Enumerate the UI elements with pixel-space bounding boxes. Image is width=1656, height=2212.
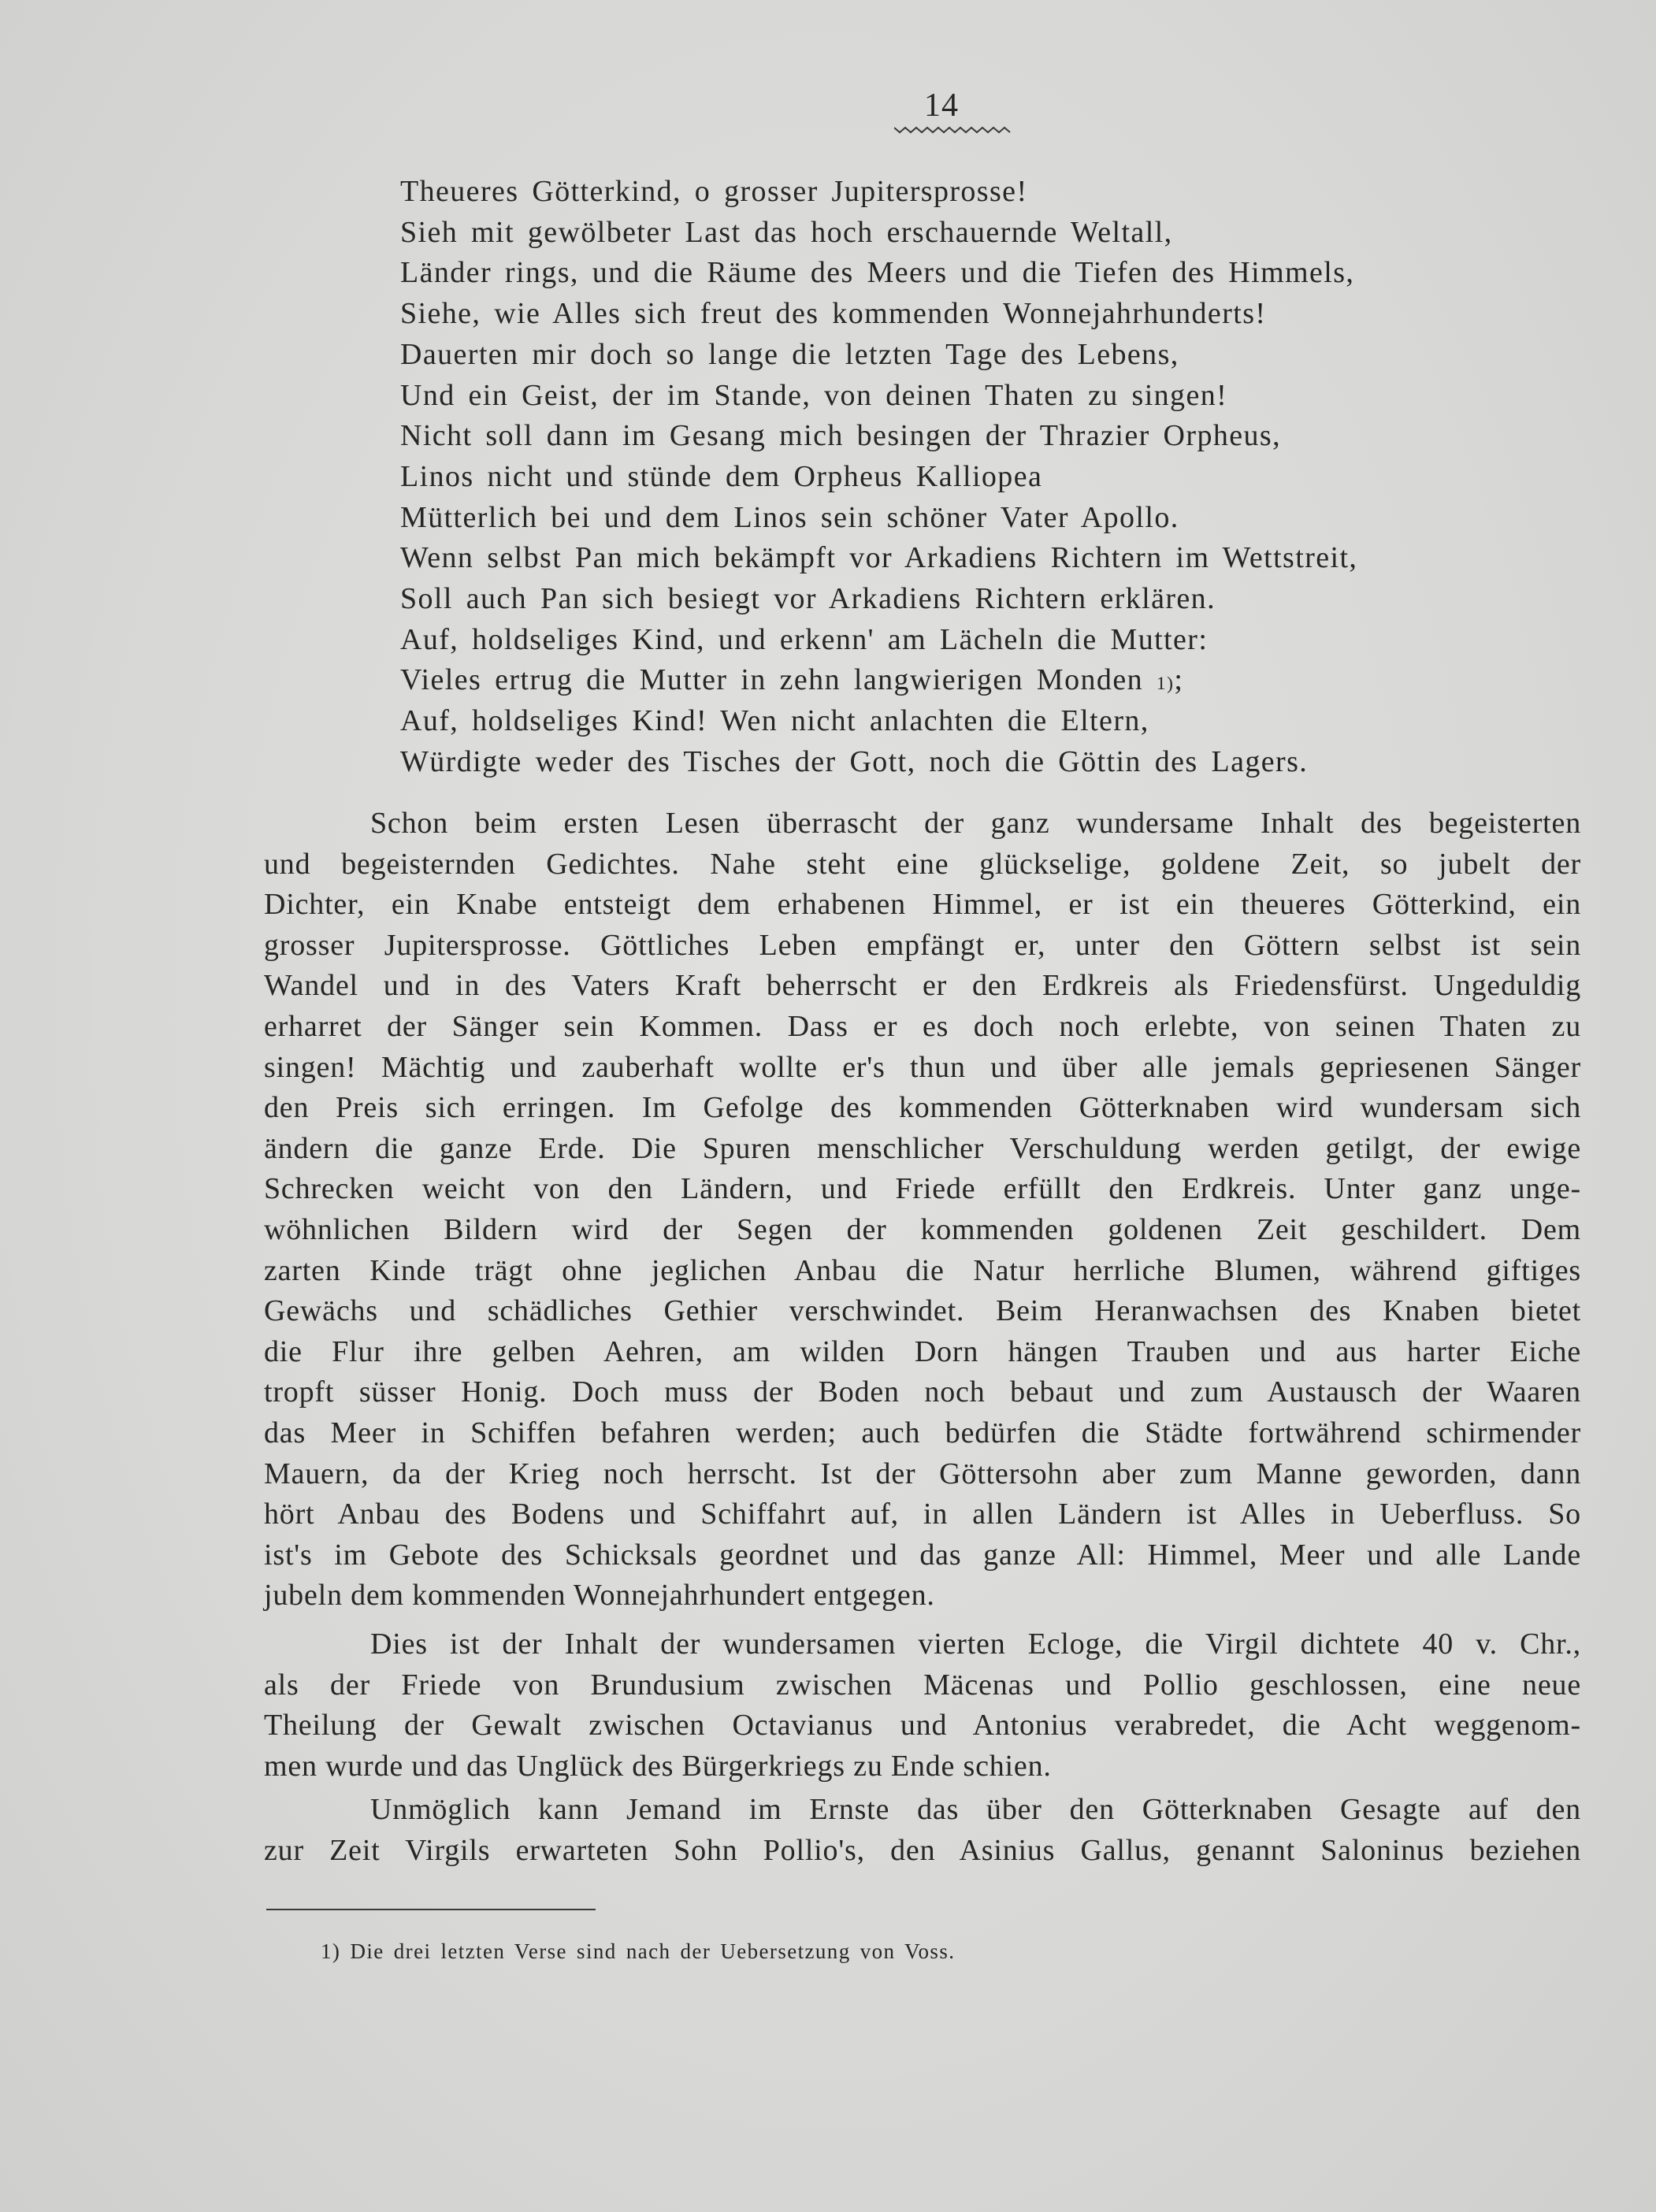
paragraph-line: Wandel und in des Vaters Kraft beherrscht er den Erdkreis als Friedensfürst. Ungeduldig (264, 969, 1581, 1003)
paragraph-line: Dichter, ein Knabe entsteigt dem erhabenen Himmel, er ist ein theueres Götterkind, ein (264, 888, 1581, 922)
verse-line: Theueres Götterkind, o grosser Jupitersprosse! (400, 175, 1028, 208)
paragraph-line: den Preis sich erringen. Im Gefolge des kommenden Götterknaben wird wundersam sich (264, 1091, 1581, 1125)
paragraph-line: zur Zeit Virgils erwarteten Sohn Pollio's, den Asinius Gallus, genannt Saloninus beziehen (264, 1833, 1581, 1867)
paragraph-line: Gewächs und schädliches Gethier verschwindet. Beim Heranwachsen des Knaben bietet (264, 1294, 1581, 1328)
verse-block (400, 172, 1535, 783)
verse-line: Soll auch Pan sich besiegt vor Arkadiens Richtern erklären. (400, 582, 1216, 616)
paragraph-line: zarten Kinde trägt ohne jeglichen Anbau die Natur herrliche Blumen, während giftiges (264, 1253, 1581, 1287)
page-number-ornament (894, 124, 1012, 135)
footnote (321, 1939, 955, 1964)
paragraph-pollio (264, 1790, 1581, 1871)
verse-line: Auf, holdseliges Kind, und erkenn' am Lächeln die Mutter: (400, 622, 1209, 656)
paragraph-line: Schrecken weicht von den Ländern, und Friede erfüllt den Erdkreis. Unter ganz unge- (264, 1172, 1581, 1206)
footnote-reference: 1) (1156, 674, 1175, 695)
verse-line-end: ; (1174, 663, 1184, 697)
verse-line-text: Vieles ertrug die Mutter in zehn langwierigen Monden (400, 663, 1157, 697)
verse-line: Linos nicht und stünde dem Orpheus Kalliopea (400, 459, 1043, 493)
verse-line: Nicht soll dann im Gesang mich besingen der Thrazier Orpheus, (400, 419, 1281, 453)
footnote-marker: 1) (321, 1939, 341, 1963)
paragraph-line: als der Friede von Brundusium zwischen Mäcenas und Pollio geschlossen, eine neue (264, 1668, 1581, 1702)
verse-line: Wenn selbst Pan mich bekämpft vor Arkadiens Richtern im Wettstreit, (400, 541, 1358, 575)
paragraph-eclogue (264, 1624, 1581, 1787)
paragraph-line: die Flur ihre gelben Aehren, am wilden Dorn hängen Trauben und aus harter Eiche (264, 1334, 1581, 1368)
paragraph-summary (264, 804, 1581, 1616)
paragraph-line: Mauern, da der Krieg noch herrscht. Ist der Göttersohn aber zum Manne geworden, dann (264, 1457, 1581, 1490)
paragraph-line: das Meer in Schiffen befahren werden; auch bedürfen die Städte fortwährend schirmender (264, 1416, 1581, 1449)
paragraph-line: Dies ist der Inhalt der wundersamen vierten Ecloge, die Virgil dichtete 40 v. Chr., (370, 1627, 1581, 1661)
paragraph-line: erharret der Sänger sein Kommen. Dass er es doch noch erlebte, von seinen Thaten zu (264, 1009, 1581, 1043)
verse-line-with-footnote-ref (400, 660, 1535, 701)
paragraph-line: tropft süsser Honig. Doch muss der Boden noch bebaut und zum Austausch der Waaren (264, 1375, 1581, 1409)
paragraph-line: ist's im Gebote des Schicksals geordnet und das ganze All: Himmel, Meer und alle Lande (264, 1538, 1581, 1572)
paragraph-line: singen! Mächtig und zauberhaft wollte er's thun und über alle jemals gepriesenen Sänger (264, 1050, 1581, 1084)
paragraph-line: men wurde und das Unglück des Bürgerkriegs zu Ende schien. (264, 1749, 1052, 1783)
paragraph-line: Theilung der Gewalt zwischen Octavianus und Antonius verabredet, die Acht weggenom- (264, 1709, 1581, 1743)
paragraph-line: wöhnlichen Bildern wird der Segen der kommenden goldenen Zeit geschildert. Dem (264, 1212, 1581, 1246)
paragraph-line: Unmöglich kann Jemand im Ernste das über den Götterknaben Gesagte auf den (370, 1793, 1581, 1826)
verse-line: Siehe, wie Alles sich freut des kommenden Wonnejahrhunderts! (400, 297, 1267, 331)
page-number: 14 (924, 87, 959, 124)
verse-line: Mütterlich bei und dem Linos sein schöner Vater Apollo. (400, 500, 1179, 534)
verse-line: Sieh mit gewölbeter Last das hoch erschauernde Weltall, (400, 215, 1173, 249)
paragraph-line: und begeisternden Gedichtes. Nahe steht eine glückselige, goldene Zeit, so jubelt der (264, 847, 1581, 881)
verse-line: Würdigte weder des Tisches der Gott, noch die Göttin des Lagers. (400, 744, 1309, 778)
footnote-text: Die drei letzten Verse sind nach der Uebersetzung von Voss. (350, 1939, 956, 1963)
verse-line: Auf, holdseliges Kind! Wen nicht anlachten die Eltern, (400, 704, 1149, 738)
paragraph-line: ändern die ganze Erde. Die Spuren menschlicher Verschuldung werden getilgt, der ewige (264, 1131, 1581, 1165)
paragraph-line: Schon beim ersten Lesen überrascht der ganz wundersame Inhalt des begeisterten (370, 807, 1581, 840)
paragraph-line: hört Anbau des Bodens und Schiffahrt auf, in allen Ländern ist Alles in Ueberfluss. So (264, 1498, 1581, 1531)
verse-line: Länder rings, und die Räume des Meers und die Tiefen des Himmels, (400, 256, 1355, 290)
paragraph-line: jubeln dem kommenden Wonnejahrhundert entgegen. (264, 1579, 935, 1613)
paragraph-line: grosser Jupitersprosse. Göttliches Leben empfängt er, unter den Göttern selbst ist sein (264, 928, 1581, 962)
verse-line: Dauerten mir doch so lange die letzten Tage des Lebens, (400, 337, 1179, 371)
footnote-divider (266, 1909, 596, 1910)
verse-line: Und ein Geist, der im Stande, von deinen Thaten zu singen! (400, 378, 1228, 412)
